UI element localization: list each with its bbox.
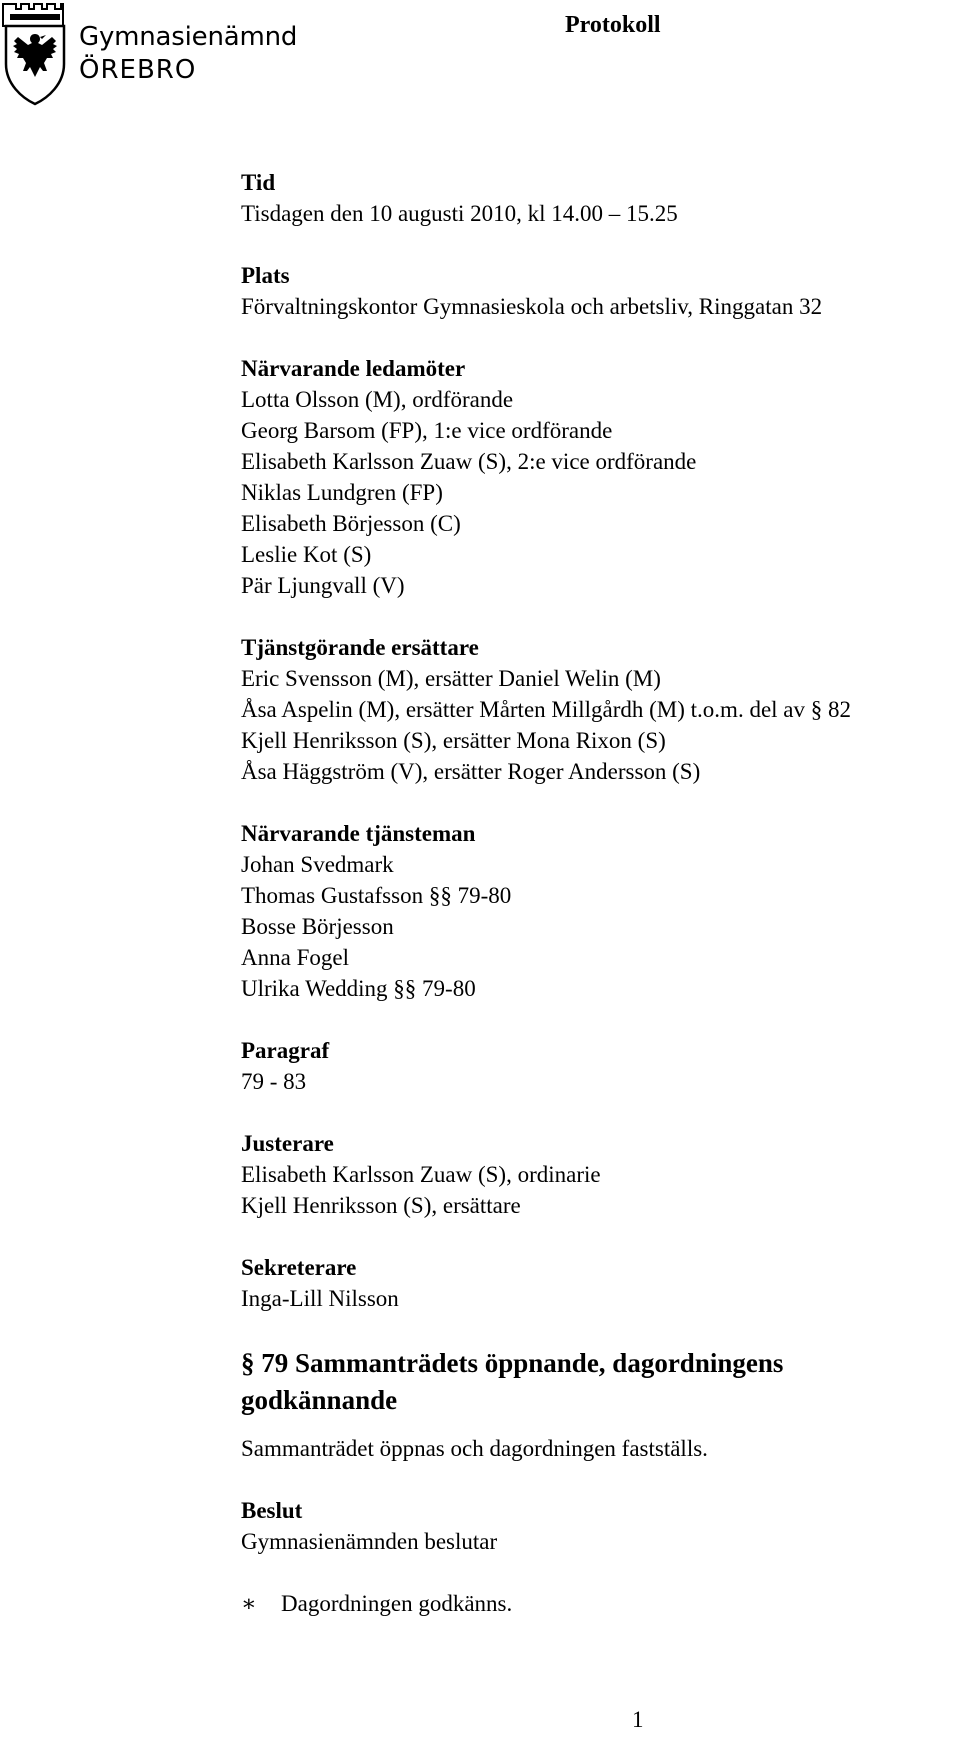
- official-line: Thomas Gustafsson §§ 79-80: [241, 883, 512, 908]
- section-heading: Närvarande tjänsteman: [241, 821, 476, 846]
- section-heading: Tid: [241, 170, 276, 195]
- paragraph-79-body: [241, 1433, 956, 1464]
- section-heading: Paragraf: [241, 1038, 330, 1063]
- paragraph-body-text: Sammanträdet öppnas och dagordningen fastställs.: [241, 1436, 708, 1461]
- member-line: Georg Barsom (FP), 1:e vice ordförande: [241, 418, 613, 443]
- official-line: Johan Svedmark: [241, 852, 394, 877]
- decision-item: [241, 1588, 956, 1619]
- org-name-line1: Gymnasienämnd: [79, 22, 298, 52]
- section-narvarande-ledamoter: [241, 353, 956, 601]
- section-line: 79 - 83: [241, 1069, 307, 1094]
- asterisk-bullet-icon: ∗: [241, 1591, 257, 1616]
- section-sekreterare: [241, 1252, 956, 1314]
- protocol-body: [241, 167, 956, 1650]
- member-line: Pär Ljungvall (V): [241, 573, 405, 598]
- section-heading: Närvarande ledamöter: [241, 356, 466, 381]
- organization-name: [79, 20, 297, 86]
- section-line: Elisabeth Karlsson Zuaw (S), ordinarie: [241, 1162, 601, 1187]
- page-number: 1: [632, 1707, 644, 1732]
- member-line: Lotta Olsson (M), ordförande: [241, 387, 514, 412]
- section-heading: Plats: [241, 263, 290, 288]
- substitute-line: Åsa Aspelin (M), ersätter Mårten Millgårdh (M) t.o.m. del av § 82: [241, 697, 852, 722]
- beslut-heading: Beslut: [241, 1498, 303, 1523]
- section-heading: Sekreterare: [241, 1255, 357, 1280]
- orebro-coat-of-arms-eagle-icon: [2, 2, 68, 106]
- member-line: Niklas Lundgren (FP): [241, 480, 443, 505]
- beslut-intro: Gymnasienämnden beslutar: [241, 1529, 498, 1554]
- section-paragraf: [241, 1035, 956, 1097]
- paragraph-79-beslut: [241, 1495, 956, 1619]
- section-heading: Justerare: [241, 1131, 334, 1156]
- paragraph-title-line1: § 79 Sammanträdets öppnande, dagordningens: [241, 1348, 784, 1378]
- section-heading: Tjänstgörande ersättare: [241, 635, 479, 660]
- section-line: Tisdagen den 10 augusti 2010, kl 14.00 – 15.25: [241, 201, 678, 226]
- official-line: Bosse Börjesson: [241, 914, 394, 939]
- section-line: Kjell Henriksson (S), ersättare: [241, 1193, 521, 1218]
- paragraph-79-title: [241, 1345, 956, 1419]
- section-line: Förvaltningskontor Gymnasieskola och arbetsliv, Ringgatan 32: [241, 294, 823, 319]
- section-tid: [241, 167, 956, 229]
- org-name-line2: ÖREBRO: [79, 55, 197, 85]
- member-line: Leslie Kot (S): [241, 542, 372, 567]
- official-line: Anna Fogel: [241, 945, 349, 970]
- member-line: Elisabeth Karlsson Zuaw (S), 2:e vice ordförande: [241, 449, 697, 474]
- document-type-title: Protokoll: [565, 12, 661, 38]
- paragraph-title-line2: godkännande: [241, 1385, 398, 1415]
- section-tjanstgorande-ersattare: [241, 632, 956, 787]
- substitute-line: Kjell Henriksson (S), ersätter Mona Rixon (S): [241, 728, 666, 753]
- section-plats: [241, 260, 956, 322]
- section-justerare: [241, 1128, 956, 1221]
- decision-text: Dagordningen godkänns.: [281, 1591, 513, 1616]
- section-narvarande-tjansteman: [241, 818, 956, 1004]
- substitute-line: Åsa Häggström (V), ersätter Roger Andersson (S): [241, 759, 701, 784]
- member-line: Elisabeth Börjesson (C): [241, 511, 461, 536]
- official-line: Ulrika Wedding §§ 79-80: [241, 976, 476, 1001]
- substitute-line: Eric Svensson (M), ersätter Daniel Welin (M): [241, 666, 661, 691]
- section-line: Inga-Lill Nilsson: [241, 1286, 399, 1311]
